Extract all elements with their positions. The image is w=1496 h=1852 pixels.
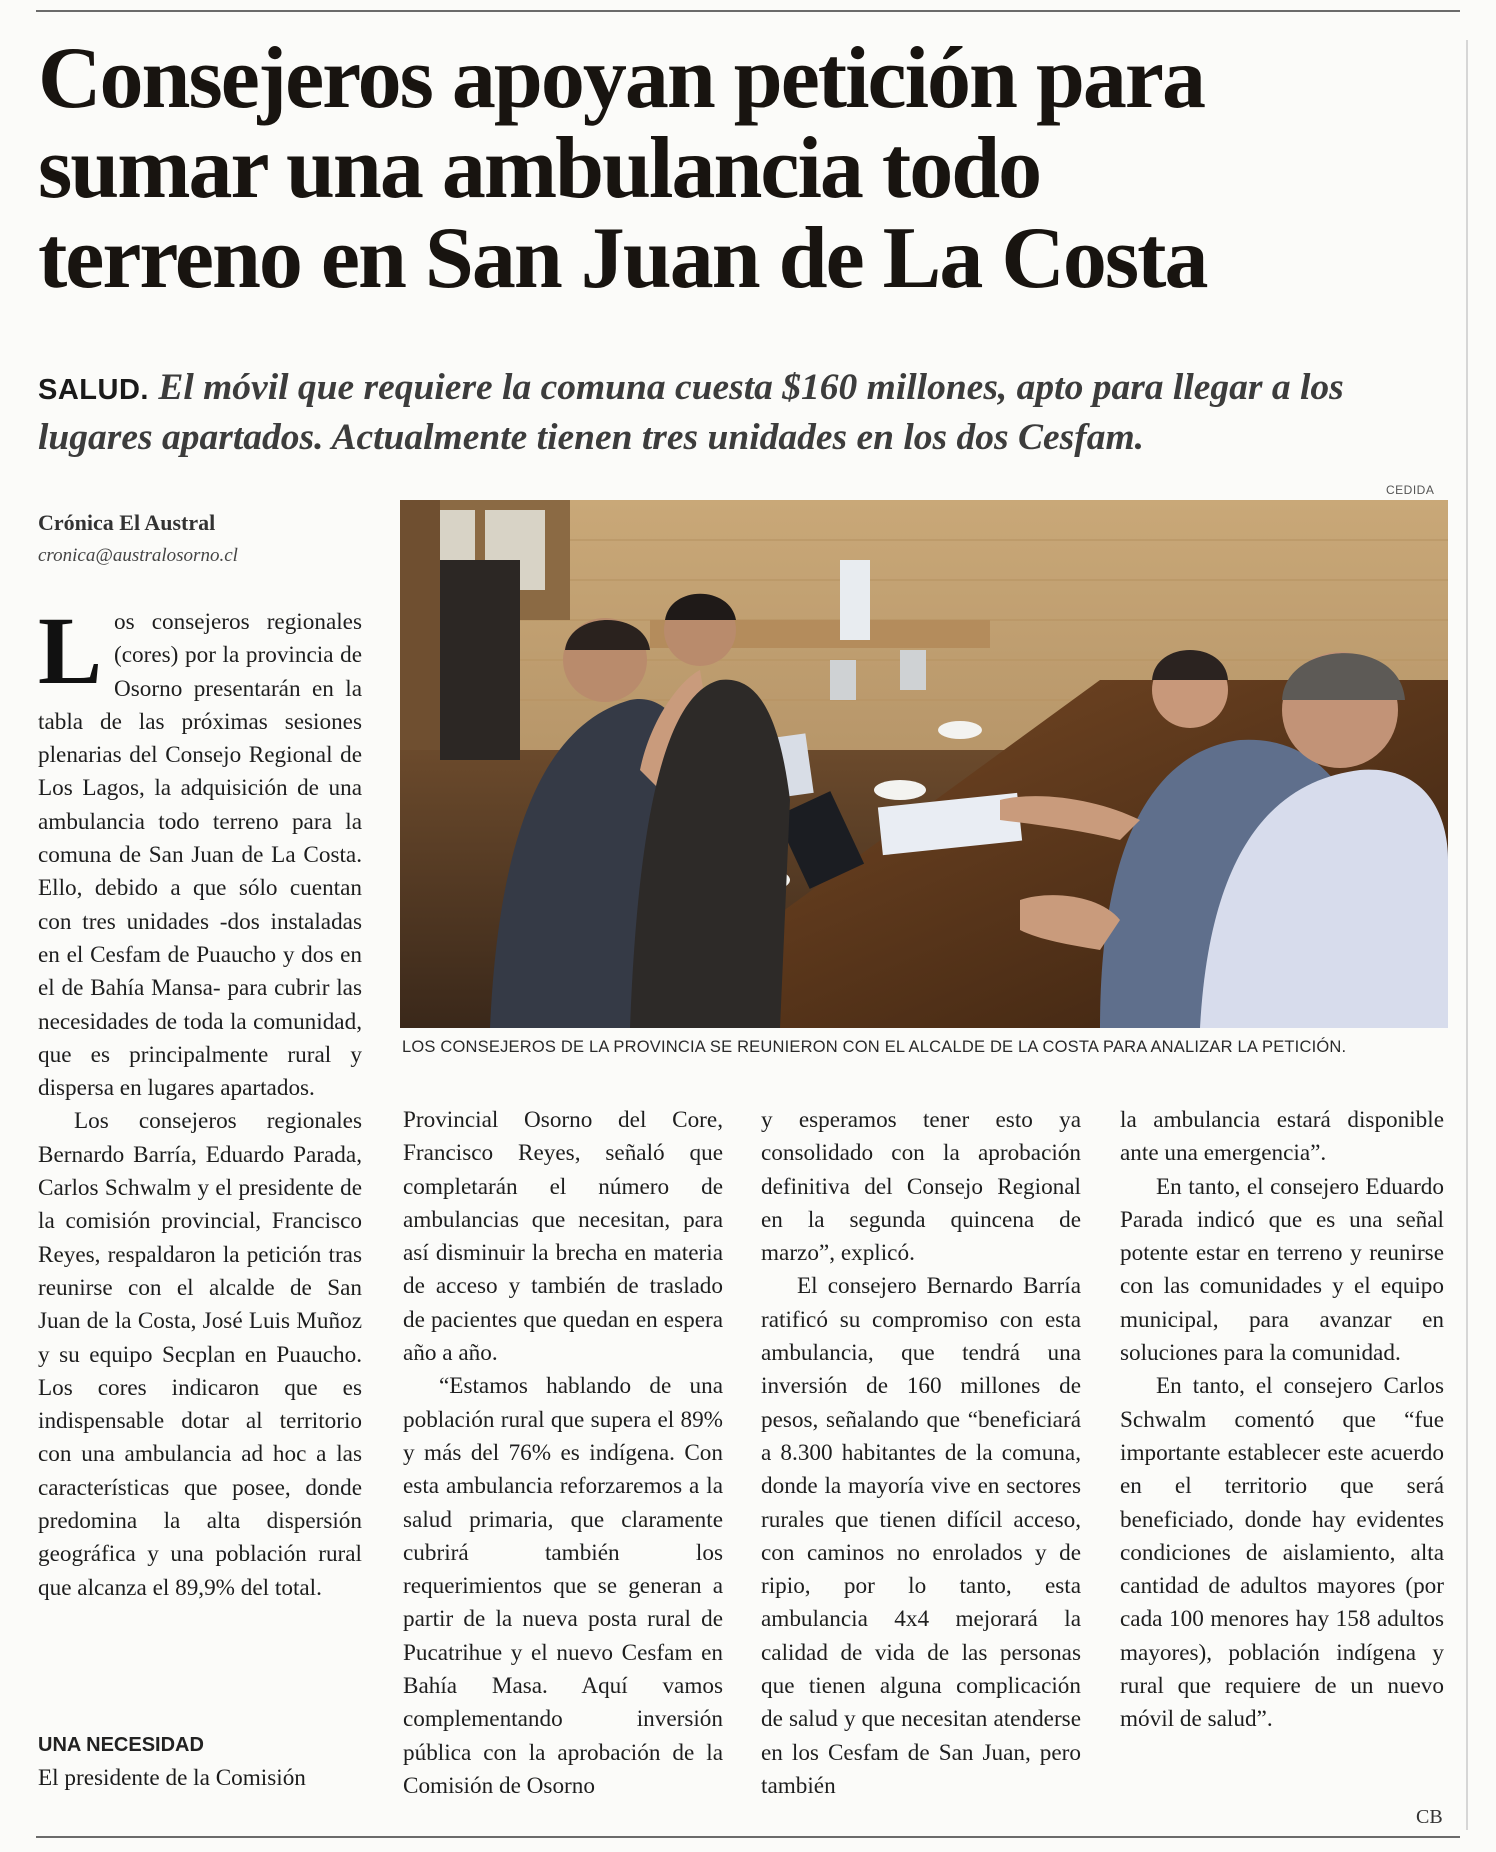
paragraph: En tanto, el consejero Carlos Schwalm comentó que “fue importante establecer este acuerdo en el territorio que será beneficiado, donde hay evidentes condiciones de aislamiento, alta cantidad de adultos mayores (por cada 100 menores hay 158 adultos mayores), población indígena y rural que requiere de un nuevo móvil de salud”. <box>1120 1373 1444 1733</box>
headline-line: terreno en San Juan de La Costa <box>38 210 1207 307</box>
section-kicker: SALUD. <box>38 374 149 406</box>
page-edge-line <box>1466 40 1468 1830</box>
paragraph: Los consejeros regionales Bernardo Barría, Eduardo Parada, Carlos Schwalm y el presidente de la comisión provincial, Francisco Reyes, respaldaron la petición tras reunirse con el alcalde de San Juan de la Costa, José Luis Muñoz y su equipo Secplan en Puaucho. Los cores indicaron que es indispensable dotar al territorio con una ambulancia ad hoc a las características que posee, donde predomina la alta dispersión geográfica y una población rural que alcanza el 89,9% del total. <box>38 1108 362 1601</box>
drop-cap: L <box>38 597 103 704</box>
paragraph: os consejeros regionales (cores) por la provincia de Osorno presentarán en la tabla de las próximas sesiones plenarias del Consejo Regional de Los Lagos, la adquisición de una ambulancia todo terreno para la comuna de San Juan de La Costa. Ello, debido a que sólo cuentan con tres unidades -dos instaladas en el Cesfam de Puaucho y dos en el de Bahía Mansa- para cubrir las necesidades de toda la comunidad, que es principalmente rural y dispersa en lugares apartados. <box>38 609 362 1102</box>
article-column-3 <box>761 1104 1081 1803</box>
section-heading: UNA NECESIDAD <box>38 1734 204 1756</box>
byline: Crónica El Austral <box>38 510 216 535</box>
meeting-photo <box>400 500 1448 1028</box>
headline-line: Consejeros apoyan petición para <box>38 30 1204 127</box>
top-rule <box>36 10 1460 12</box>
article-column-1 <box>38 597 362 1605</box>
paragraph: y esperamos tener esto ya consolidado con la aprobación definitiva del Consejo Regional en la segunda quincena de marzo”, explicó. <box>761 1107 1081 1267</box>
headline <box>38 30 1438 307</box>
paragraph: “Estamos hablando de una población rural que supera el 89% y más del 76% es indígena. Con esta ambulancia reforzaremos a la salud primaria, que claramente cubrirá también los requerimientos que se generan a partir de la nueva posta rural de Pucatrihue y el nuevo Cesfam en Bahía Masa. Aquí vamos complementando inversión pública con la aprobación de la Comisión de Osorno <box>403 1373 723 1799</box>
paragraph: El presidente de la Comisión <box>38 1765 306 1791</box>
headline-line: sumar una ambulancia todo <box>38 120 1041 217</box>
paragraph: Provincial Osorno del Core, Francisco Reyes, señaló que completarán el número de ambulancias que necesitan, para así disminuir la brecha en materia de acceso y también de traslado de pacientes que quedan en espera año a año. <box>403 1107 723 1367</box>
paragraph: la ambulancia estará disponible ante una emergencia”. <box>1120 1107 1444 1167</box>
article-column-2 <box>403 1104 723 1803</box>
end-mark-icon: CB <box>1416 1806 1443 1828</box>
photo-credit: CEDIDA <box>1386 483 1435 497</box>
paragraph: En tanto, el consejero Eduardo Parada indicó que es una señal potente estar en terreno y reunirse con las comunidades y el equipo municipal, para avanzar en soluciones para la comunidad. <box>1120 1173 1444 1367</box>
meeting-photo-illustration <box>400 500 1448 1028</box>
subheadline-text: El móvil que requiere la comuna cuesta $160 millones, apto para llegar a los lugares apartados. Actualmente tienen tres unidades en los dos Cesfam. <box>38 367 1344 458</box>
article-column-4 <box>1120 1104 1444 1737</box>
subheadline <box>38 364 1458 462</box>
paragraph: El consejero Bernardo Barría ratificó su compromiso con esta ambulancia, que tendrá una inversión de 160 millones de pesos, señalando que “beneficiará a 8.300 habitantes de la comuna, donde la mayoría vive en sectores rurales que tienen difícil acceso, con caminos no enrolados y de ripio, por lo tanto, esta ambulancia 4x4 mejorará la calidad de vida de las personas que tienen alguna complicación de salud y que necesitan atenderse en los Cesfam de San Juan, pero también <box>761 1273 1081 1799</box>
bottom-rule <box>36 1836 1460 1838</box>
author-email[interactable]: cronica@australosorno.cl <box>38 545 238 566</box>
photo-caption: LOS CONSEJEROS DE LA PROVINCIA SE REUNIERON CON EL ALCALDE DE LA COSTA PARA ANALIZAR LA PETICIÓN. <box>402 1038 1347 1056</box>
